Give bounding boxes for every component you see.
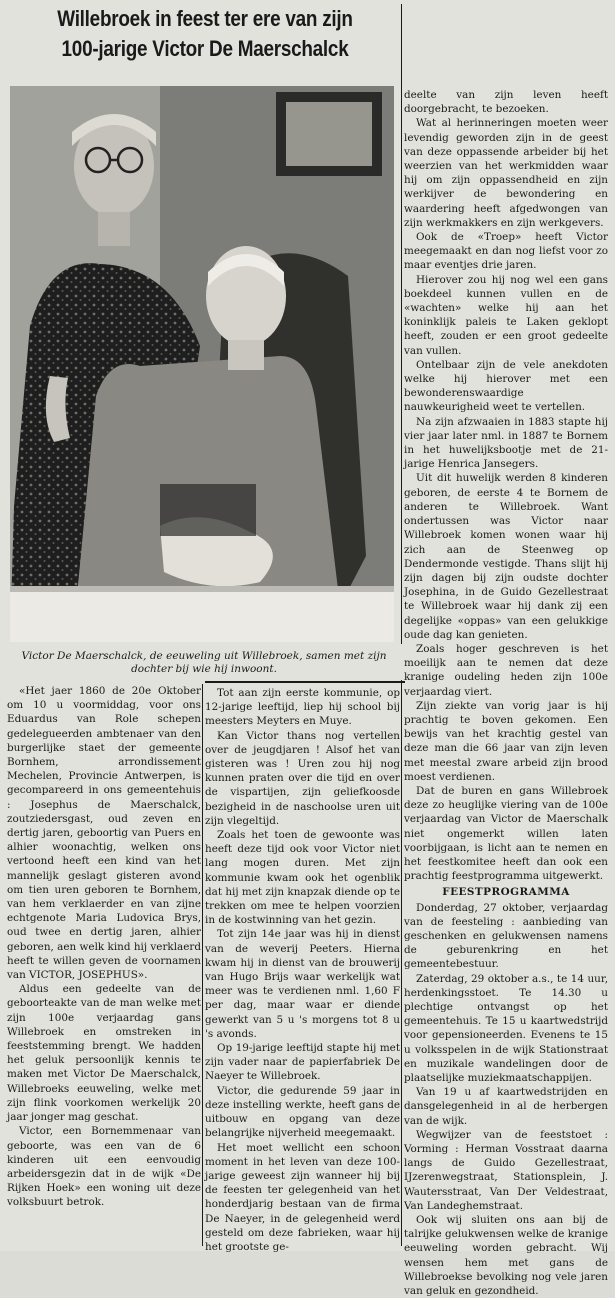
paragraph: Het moet wellicht een schoon moment in het leven van deze 100-jarige geweest zijn wanneer hij bij de feesten ter gelegenheid van het honderdjarig bestaan van de firma De Naeyer, in de gelegenheid werd gesteld om deze fabrieken, waar hij het grootste ge- (205, 1141, 400, 1253)
paragraph: «Het jaer 1860 de 20e Oktober om 10 u voormiddag, voor ons Eduardus van Role schepen gedelegueerden ambtenaer van den burgerlijke staet der gemeente Bornhem, arrondissement Mechelen, Provincie Antwerpen, is gecompareerd in ons gemeentehuis : Josephus de Maerschalck, zoutziedersgast, oud zeven en dertig jaren, geboortig van Puers en alhier woonachtig, welken ons vertoond heeft een kind van het mannelijk geslagt gisteren avond om tien uren geboren te Bornhem, van hem verklaerder en van zijne echtgenote Maria Ludovica Brys, oud twee en dertig jaren, alhier geboren, aen welk kind hij verklaerd heeft te willen geven de voornamen van VICTOR, JOSEPHUS». (7, 685, 201, 982)
paragraph: Tot zijn 14e jaar was hij in dienst van de weverij Peeters. Hierna kwam hij in dienst van de brouwerij van Hugo Brijs waar werkelijk wat meer was te verdienen nml. 1,60 F per dag, maar waar er diende gewerkt van 5 u 's morgens tot 8 u 's avonds. (205, 928, 400, 1040)
paragraph: Hierover zou hij nog wel een gans boekdeel kunnen vullen en de «wachten» welke hij aan het koninklijk paleis te Laken geklopt heeft, zouden er een groot gedeelte van vullen. (404, 273, 608, 357)
column-rule-horizontal (205, 681, 405, 683)
paragraph: Tot aan zijn eerste kommunie, op 12-jarige leeftijd, liep hij school bij meesters Meyters en Muye. (205, 687, 400, 728)
headline-line-1: Willebroek in feest ter ere van zijn (57, 6, 353, 31)
column-divider-vertical-top (401, 4, 402, 644)
headline-line-2: 100-jarige Victor De Maerschalck (61, 36, 349, 61)
paragraph: Zijn ziekte van vorig jaar is hij prachtig te boven gekomen. Een bewijs van het krachtig gestel van deze man die 66 jaar van zijn leven met meestal zware arbeid zijn brood moest verdienen. (404, 699, 608, 783)
paragraph: Kan Victor thans nog vertellen over de jeugdjaren ! Alsof het van gisteren was ! Uren zou hij nog kunnen praten over die tijd en over de vispartijen, zijn geliefkoosde bezigheid in de naschoolse uren uit zijn vlegeltijd. (205, 729, 400, 827)
paragraph: Aldus een gedeelte van de geboorteakte van de man welke met zijn 100e verjaardag gans Willebroek en omstreken in feeststemming brengt. We hadden het geluk persoonlijk kennis te maken met Victor De Maerschalck, Willebroeks eeuweling, welke met zijn flink voorkomen werkelijk 20 jaar jonger mag geschat. (7, 983, 201, 1124)
paragraph: Victor, die gedurende 59 jaar in deze instelling werkte, heeft gans de uitbouw en opgang van deze belangrijke nijverheid meegemaakt. (205, 1084, 400, 1140)
article-column-2 (205, 686, 400, 1253)
paragraph: Zoals hoger geschreven is het moeilijk aan te nemen dat deze kranige oudeling heden zijn 100e verjaardag viert. (404, 642, 608, 698)
paragraph-continuation: deelte van zijn leven heeft doorgebracht, te bezoeken. (404, 89, 608, 116)
headline (34, 4, 376, 64)
portrait-illustration (10, 86, 394, 642)
paragraph: Uit dit huwelijk werden 8 kinderen geboren, de eerste 4 te Bornem de anderen te Willebroek. Want ondertussen was Victor naar Willebroek komen wonen waar hij zich aan de Steenweg op Dendermonde vestigde. Thans slijt hij zijn dagen bij zijn oudste dochter Josephina, in de Guido Gezellestraat te Willebroek waar hij dank zij een degelijke «oppas» van een gelukkige oude dag kan genieten. (404, 472, 608, 641)
paragraph: Wat al herinneringen moeten weer levendig geworden zijn in de geest van deze oppassende arbeider bij het weerzien van het werkmidden waar hij om zijn oppassendheid en zijn werkijver de bewondering en waardering heeft afgedwongen van zijn werkmakkers en zijn werkgevers. (404, 117, 608, 229)
paragraph: Victor, een Bornemmenaar van geboorte, was een van de 6 kinderen uit een eenvoudig arbeidersgezin dat in de wijk «De Rijken Hoek» een woning uit deze volksbuurt betrok. (7, 1125, 201, 1209)
portrait-photo (10, 86, 394, 642)
paragraph: Van 19 u af kaartwedstrijden en dansgelegenheid in al de herbergen van de wijk. (404, 1086, 608, 1127)
paragraph: Dat de buren en gans Willebroek deze zo heuglijke viering van de 100e verjaardag van Victor de Maerschalk niet ongemerkt willen laten voorbijgaan, is licht aan te nemen en het feestkomitee heeft dan ook een prachtig feestprogramma uitgewerkt. (404, 784, 608, 883)
paragraph: Zaterdag, 29 oktober a.s., te 14 uur, herdenkingsstoet. Te 14.30 u plechtige ontvangst op het gemeentehuis. Te 15 u kaartwedstrijd voor gepensioneerden. Evenens te 15 u volksspelen in de wijk Stationstraat en muzikale wandelingen door de plaatselijke muziekmaatschappijen. (404, 972, 608, 1085)
article-column-1 (7, 684, 201, 1244)
paragraph: Ook wij sluiten ons aan bij de talrijke gelukwensen welke de kranige eeuweling worden gebracht. Wij wensen hem met gans de Willebroekse bevolking nog vele jaren van geluk en gezondheid. (404, 1214, 608, 1298)
paragraph: Ontelbaar zijn de vele anekdoten welke hij hierover met een bewonderenswaardige nauwkeurigheid weet te vertellen. (404, 358, 608, 414)
column-divider-vertical-left (202, 684, 203, 1246)
paragraph: Op 19-jarige leeftijd stapte hij met zijn vader naar de papierfabriek De Naeyer te Willebroek. (205, 1042, 400, 1083)
paragraph: Ook de «Troep» heeft Victor meegemaakt en dan nog liefst voor zo maar eventjes drie jaren. (404, 231, 608, 272)
column-divider-vertical-right (401, 680, 402, 1246)
paragraph: Wegwijzer van de feeststoet : Vorming : Herman Vosstraat daarna langs de Guido Gezellestraat, IJzerenwegstraat, Stationsplein, J. Wautersstraat, Van Der Veldestraat, Van Landeghemstraat. (404, 1128, 608, 1212)
paragraph: Zoals het toen de gewoonte was heeft deze tijd ook voor Victor niet lang mogen duren. Met zijn kommunie kwam ook het ogenblik dat hij met zijn knapzak diende op te trekken om mee te helpen voorzien in de kostwinning van het gezin. (205, 829, 400, 927)
program-heading: FEESTPROGRAMMA (442, 886, 570, 899)
article-column-3 (404, 88, 608, 1298)
paragraph: Donderdag, 27 oktober, verjaardag van de feesteling : aanbieding van geschenken en gelukwensen namens de geburenkring en het gemeentebestuur. (404, 901, 608, 971)
paragraph: Na zijn afzwaaien in 1883 stapte hij vier jaar later nml. in 1887 te Bornem in het huwelijksbootje met de 21-jarige Henrica Jansegers. (404, 415, 608, 471)
photo-caption: Victor De Maerschalck, de eeuweling uit Willebroek, samen met zijn dochter bij wie hij inwoont. (21, 650, 387, 675)
